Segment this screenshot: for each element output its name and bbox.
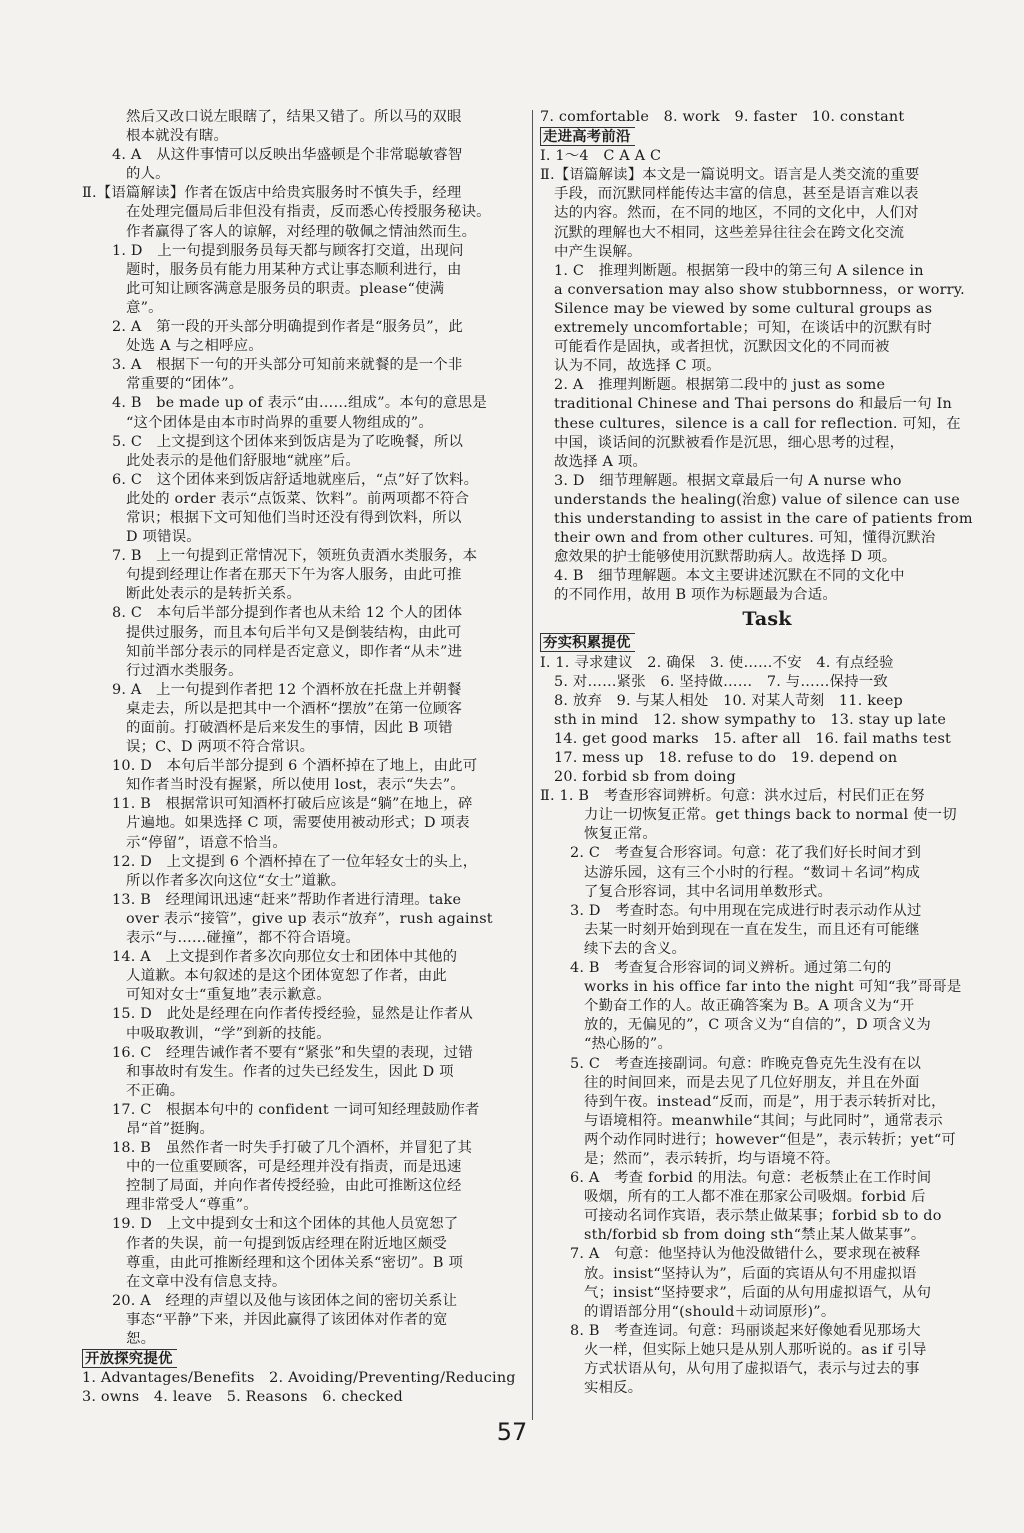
text-line: 待到午夜。instead“反而，而是”，用于表示转折对比， <box>584 1093 946 1110</box>
text-line: 放。insist“坚持认为”，后面的宾语从句不用虚拟语 <box>584 1265 917 1282</box>
text-line: 6. C 这个团体来到饭店舒适地就座后，“点”好了饮料。 <box>112 471 479 488</box>
text-line: 6. A 考查 forbid 的用法。句意：老板禁止在工作时间 <box>570 1170 932 1187</box>
section-header <box>82 1349 522 1369</box>
text-line: 3. A 根据下一句的开头部分可知前来就餐的是一个非 <box>112 357 463 374</box>
text-line: 1. C 推理判断题。根据第一段中的第三句 A silence in <box>554 262 924 279</box>
text-line: 愈效果的护士能够使用沉默帮助病人。故选择 D 项。 <box>554 549 897 566</box>
section-header <box>540 633 994 653</box>
left-column <box>82 108 522 1407</box>
text-line: 8. 放弃 9. 与某人相处 10. 对某人苛刻 11. keep <box>554 692 903 709</box>
text-line: 此处的 order 表示“点饭菜、饮料”。前两项都不符合 <box>126 490 470 507</box>
text-line: 尊重，由此可推断经理和这个团体关系“密切”。B 项 <box>126 1254 464 1271</box>
text-line: 7. B 上一句提到正常情况下，领班负责酒水类服务，本 <box>112 548 478 565</box>
text-line: 19. D 上文中提到女士和这个团体的其他人员宽恕了 <box>112 1216 459 1233</box>
text-line: 在处理完僵局后非但没有指责，反而悉心传授服务秘诀。 <box>126 204 491 221</box>
text-line: 3. D 考查时态。句中用现在完成进行时表示动作从过 <box>570 902 922 919</box>
text-line: 此处表示的是他们舒服地“就座”后。 <box>126 452 360 469</box>
section-header <box>540 127 994 147</box>
text-line: 的面前。打破酒杯是后来发生的事情，因此 B 项错 <box>126 720 453 736</box>
text-line: 此可知让顾客满意是服务员的职责。please“使满 <box>126 280 445 297</box>
text-line: Ⅱ.【语篇解读】本文是一篇说明文。语言是人类交流的重要 <box>540 167 920 184</box>
text-line: 5. C 上文提到这个团体来到饭店是为了吃晚餐，所以 <box>112 433 464 450</box>
text-line: 火一样，但实际上她只是从别人那听说的。as if 引导 <box>584 1341 927 1358</box>
text-line: 20. A 经理的声望以及他与该团体之间的密切关系让 <box>112 1292 458 1309</box>
text-line: 在文章中没有信息支持。 <box>126 1273 287 1290</box>
text-line: 5. C 考查连接副词。句意：昨晚克鲁克先生没有在以 <box>570 1055 922 1072</box>
text-line: 2. C 考查复合形容词。句意：花了我们好长时间才到 <box>570 845 922 862</box>
text-line: 中产生误解。 <box>554 243 642 260</box>
text-line: this understanding to assist in the care of patients from <box>554 510 973 527</box>
right-column <box>540 108 994 1398</box>
text-line: 力让一切恢复正常。get things back to normal 使一切 <box>584 807 957 824</box>
text-line: 事态“平静”下来，并因此赢得了该团体对作者的宽 <box>126 1311 448 1328</box>
text-line: 认为不同，故选择 C 项。 <box>554 358 721 375</box>
text-line: 处选 A 与之相呼应。 <box>126 338 263 355</box>
text-line: 20. forbid sb from doing <box>554 769 736 786</box>
text-line: 误；C、D 两项不符合常识。 <box>126 739 315 756</box>
text-line: Ⅰ. 1～4 C A A C <box>540 148 662 165</box>
text-line: 3. D 细节理解题。根据文章最后一句 A nurse who <box>554 472 902 489</box>
section-label: 夯实积累提优 <box>540 633 635 652</box>
text-line: these cultures，silence is a call for reflection. 可知，在 <box>554 415 961 432</box>
text-line: understands the healing(治愈) value of silence can use <box>554 491 960 508</box>
text-line: 18. B 虽然作者一时失手打破了几个酒杯，并冒犯了其 <box>112 1140 473 1157</box>
text-line: 昂“首”挺胸。 <box>126 1120 215 1137</box>
text-line: 个勤奋工作的人。故正确答案为 B。A 项含义为“开 <box>584 998 915 1015</box>
text-line: 片遍地。如果选择 C 项，需要使用被动形式；D 项表 <box>126 815 470 832</box>
section-label: 开放探究提优 <box>82 1349 177 1368</box>
text-line: 13. B 经理闻讯迅速“赶来”帮助作者进行清理。take <box>112 891 462 908</box>
text-line: 3. owns 4. leave 5. Reasons 6. checked <box>82 1389 403 1406</box>
text-line: “热心肠的”。 <box>584 1036 673 1053</box>
text-line: 的谓语部分用“(should＋动词原形)”。 <box>584 1303 836 1320</box>
text-line: 理非常受人“尊重”。 <box>126 1197 258 1214</box>
text-line: 吸烟，所有的工人都不准在那家公司吸烟。forbid 后 <box>584 1189 926 1206</box>
text-line: 与语境相符。meanwhile“其间；与此同时”，通常表示 <box>584 1112 943 1129</box>
text-line: a conversation may also show stubbornness，or worry. <box>554 281 965 298</box>
text-line: Ⅰ. 1. 寻求建议 2. 确保 3. 使……不安 4. 有点经验 <box>540 654 894 671</box>
text-line: 示“停留”，语意不恰当。 <box>126 834 288 851</box>
text-line: 人道歉。本句叙述的是这个团体宽恕了作者，由此 <box>126 968 447 985</box>
text-line: 常重要的“团体”。 <box>126 376 244 393</box>
text-line: over 表示“接管”，give up 表示“放弃”，rush against <box>126 910 493 927</box>
text-line: 去某一时刻开始到现在一直在发生，而且还有可能继 <box>584 921 920 938</box>
text-line: Ⅱ. 1. B 考查形容词辨析。句意：洪水过后，村民们正在努 <box>540 788 925 805</box>
text-line: 7. comfortable 8. work 9. faster 10. constant <box>540 109 905 125</box>
text-line: 实相反。 <box>584 1380 643 1397</box>
text-line: 2. A 第一段的开头部分明确提到作者是“服务员”，此 <box>112 319 464 336</box>
text-line: 可接动名词作宾语，表示禁止做某事；forbid sb to do <box>584 1208 942 1225</box>
text-line: 5. 对……紧张 6. 坚持做…… 7. 与……保持一致 <box>554 673 888 690</box>
text-line: 续下去的含义。 <box>584 940 687 957</box>
text-line: 题时，服务员有能力用某种方式让事态顺利进行，由 <box>126 261 462 278</box>
text-line: 1. D 上一句提到服务员每天都与顾客打交道，出现问 <box>112 242 464 259</box>
text-line: 气；insist“坚持要求”，后面的从句用虚拟语气，从句 <box>584 1284 932 1301</box>
text-line: 行过酒水类服务。 <box>126 662 243 679</box>
text-line: 故选择 A 项。 <box>554 453 648 470</box>
text-line: Silence may be viewed by some cultural groups as <box>554 300 933 317</box>
text-line: 15. D 此处是经理在向作者传授经验，显然是让作者从 <box>112 1006 473 1023</box>
text-line: sth/forbid sb from doing sth“禁止某人做某事”。 <box>584 1227 926 1244</box>
text-line: 达的内容。然而，在不同的地区，不同的文化中，人们对 <box>554 205 919 222</box>
text-line: 17. mess up 18. refuse to do 19. depend on <box>554 750 898 766</box>
text-line: 手段，而沉默同样能传达丰富的信息，甚至是语言难以表 <box>554 186 919 203</box>
text-line: 作者的失误，前一句提到饭店经理在附近地区颇受 <box>126 1235 447 1252</box>
column-divider <box>532 110 533 1420</box>
text-line: 14. get good marks 15. after all 16. fail maths test <box>554 730 952 747</box>
text-line: 1. Advantages/Benefits 2. Avoiding/Preventing/Reducing <box>82 1370 516 1387</box>
text-line: 4. B 考查复合形容词的词义辨析。通过第二句的 <box>570 960 892 977</box>
text-line: 达游乐园，这有三个小时的行程。“数词＋名词”构成 <box>584 864 921 881</box>
text-line: 了复合形容词，其中名词用单数形式。 <box>584 883 833 900</box>
text-line: 8. C 本句后半部分提到作者也从未给 12 个人的团体 <box>112 605 463 622</box>
text-line: 然后又改口说左眼瞎了，结果又错了。所以马的双眼 <box>126 109 462 125</box>
text-line: 4. A 从这件事情可以反映出华盛顿是个非常聪敏睿智 <box>112 147 463 164</box>
text-line: 10. D 本句后半部分提到 6 个酒杯掉在了地上，由此可 <box>112 758 478 775</box>
text-line: 根本就没有瞎。 <box>126 128 229 145</box>
text-line: 可知对女士“重复地”表示歉意。 <box>126 987 331 1004</box>
text-line: 中吸取教训，“学”到新的技能。 <box>126 1025 331 1042</box>
text-line: 桌走去，所以是把其中一个酒杯“摆放”在第一位顾客 <box>126 700 463 717</box>
text-line: traditional Chinese and Thai persons do 和最后一句 In <box>554 396 952 413</box>
text-line: 两个动作同时进行；however“但是”，表示转折；yet“可 <box>584 1131 957 1148</box>
text-line: 往的时间回来，而是去见了几位好朋友，并且在外面 <box>584 1074 920 1091</box>
text-line: 恕。 <box>126 1331 156 1347</box>
text-line: 16. C 经理告诫作者不要有“紧张”和失望的表现，过错 <box>112 1044 473 1061</box>
text-line: 4. B be made up of 表示“由……组成”。本句的意思是 <box>112 395 487 412</box>
text-line: 2. A 推理判断题。根据第二段中的 just as some <box>554 377 886 394</box>
text-line: “这个团体是由本市时尚界的重要人物组成的”。 <box>126 414 433 431</box>
text-line: 方式状语从句，从句用了虚拟语气，表示与过去的事 <box>584 1361 920 1377</box>
text-line: 所以作者多次向这位“女士”道歉。 <box>126 872 346 889</box>
text-line: 14. A 上文提到作者多次向那位女士和团体中其他的 <box>112 949 458 966</box>
text-line: 9. A 上一句提到作者把 12 个酒杯放在托盘上并朝餐 <box>112 681 462 698</box>
text-line: 知作者当时没有握紧，所以使用 lost，表示“失去”。 <box>126 777 465 794</box>
text-line: 恢复正常。 <box>584 826 657 843</box>
text-line: 提供过服务，而且本句后半句又是倒装结构，由此可 <box>126 624 462 641</box>
text-line: 中的一位重要顾客，可是经理并没有指责，而是迅速 <box>126 1159 462 1176</box>
text-line: 的不同作用，故用 B 项作为标题最为合适。 <box>554 587 837 604</box>
text-line: 4. B 细节理解题。本文主要讲述沉默在不同的文化中 <box>554 568 905 585</box>
section-title: Task <box>742 608 792 631</box>
text-line: Ⅱ.【语篇解读】作者在饭店中给贵宾服务时不慎失手，经理 <box>82 185 462 202</box>
section-label: 走进高考前沿 <box>540 127 635 146</box>
text-line: 17. C 根据本句中的 confident 一词可知经理鼓励作者 <box>112 1101 480 1118</box>
text-line: 句提到经理让作者在那天下午为客人服务，由此可推 <box>126 567 462 584</box>
text-line: 12. D 上文提到 6 个酒杯掉在了一位年轻女士的头上， <box>112 853 478 870</box>
text-line: their own and from other cultures. 可知，懂得沉默治 <box>554 530 936 547</box>
text-line: extremely uncomfortable；可知，在谈话中的沉默有时 <box>554 320 933 337</box>
text-line: D 项错误。 <box>126 529 201 546</box>
text-line: 中国，谈话间的沉默被看作是沉思，细心思考的过程， <box>554 434 905 451</box>
text-line: 知前半部分表示的同样是否定意义，即作者“从未”进 <box>126 643 463 660</box>
text-line: 的人。 <box>126 166 170 183</box>
text-line: 沉默的理解也大不相同，这些差异往往会在跨文化交流 <box>554 224 905 241</box>
text-line: works in his office far into the night 可知“我”哥哥是 <box>584 979 962 996</box>
text-line: sth in mind 12. show sympathy to 13. stay up late <box>554 711 947 728</box>
text-line: 控制了局面，并向作者传授经验，由此可推断这位经 <box>126 1178 462 1195</box>
text-line: 断此处表示的是转折关系。 <box>126 586 302 603</box>
text-line: 是；然而”，表示转折，均与语境不符。 <box>584 1150 840 1167</box>
text-line: 表示“与……碰撞”，都不符合语境。 <box>126 930 360 947</box>
text-line: 可能看作是固执，或者担忧，沉默因文化的不同而被 <box>554 339 890 356</box>
page-number: 57 <box>496 1418 528 1446</box>
text-line: 7. A 句意：他坚持认为他没做错什么，要求现在被释 <box>570 1246 921 1263</box>
text-line: 作者赢得了客人的谅解，对经理的敬佩之情油然而生。 <box>126 223 477 240</box>
text-line: 意”。 <box>126 299 163 316</box>
text-line: 11. B 根据常识可知酒杯打破后应该是“躺”在地上，碎 <box>112 796 473 813</box>
text-line: 8. B 考查连词。句意：玛丽谈起来好像她看见那场大 <box>570 1322 921 1339</box>
text-line: 不正确。 <box>126 1082 185 1099</box>
text-line: 放的，无偏见的”，C 项含义为“自信的”，D 项含义为 <box>584 1017 931 1034</box>
text-line: 和事故时有发生。作者的过失已经发生，因此 D 项 <box>126 1063 454 1080</box>
text-line: 常识；根据下文可知他们当时还没有得到饮料，所以 <box>126 509 462 526</box>
